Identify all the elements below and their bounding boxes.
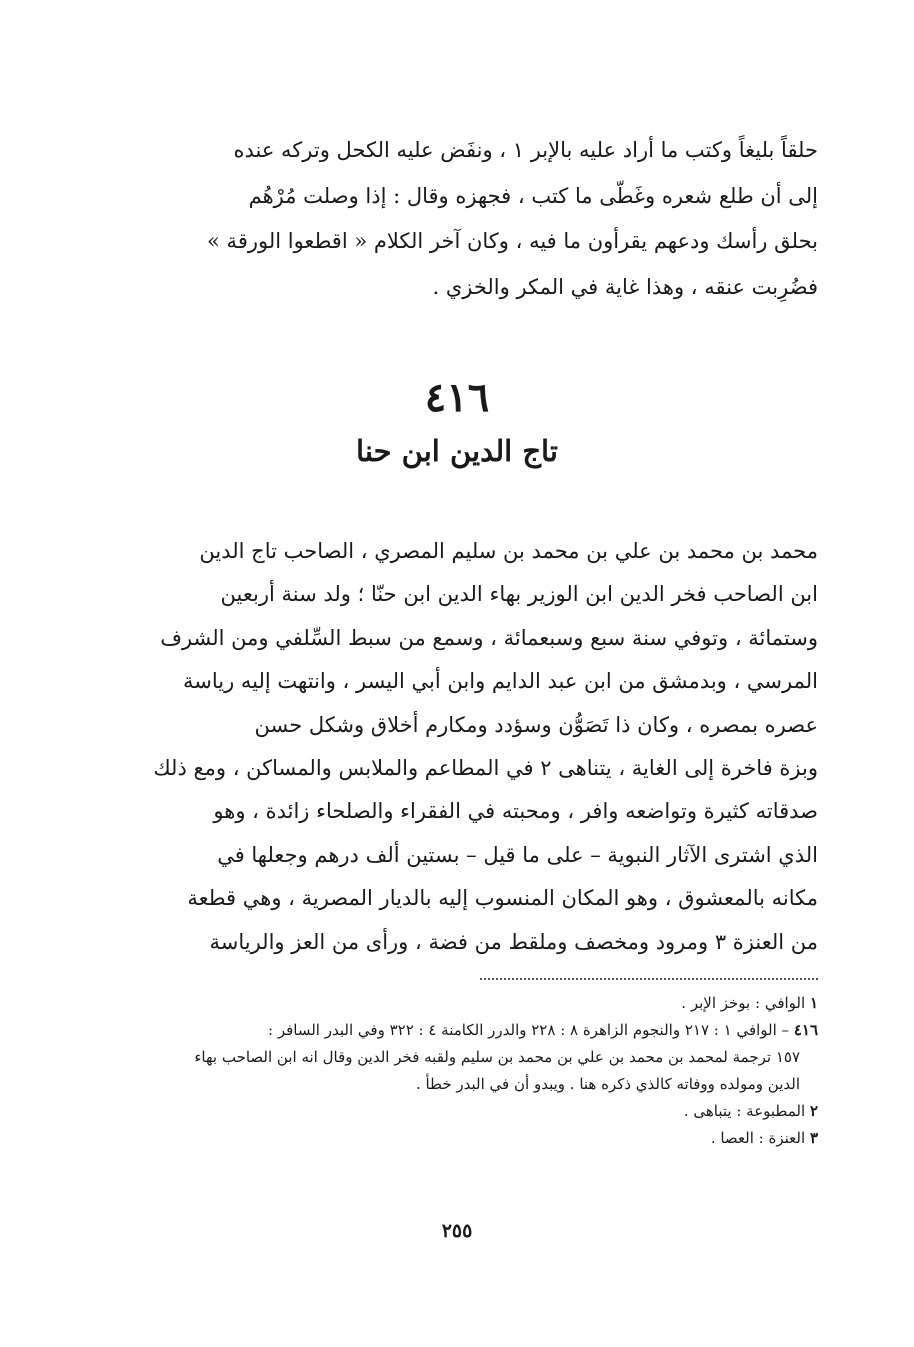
text-line: فضُرِبت عنقه ، وهذا غاية في المكر والخزي . — [432, 274, 818, 299]
footnote-text: الدين ومولده ووفاته كالذي ذكره هنا . ويبدو أن في البدر خطأ . — [415, 1075, 800, 1093]
text-line: بحلق رأسك ودعهم يقرأون ما فيه ، وكان آخر الكلام « اقطعوا الورقة » — [207, 229, 818, 253]
entry-number: ٤١٦ — [424, 374, 490, 421]
text-line: الذي اشترى الآثار النبوية – على ما قيل – بستين ألف درهم وجعلها في — [217, 842, 818, 867]
text-line: مكانه بالمعشوق ، وهو المكان المنسوب إليه بالديار المصرية ، وهي قطعة — [187, 886, 818, 911]
intro-paragraph — [118, 128, 818, 310]
footnote-number: ٣ — [809, 1129, 818, 1147]
footnotes — [118, 990, 818, 1152]
footnote-number: ١ — [809, 994, 818, 1012]
footnote-continuation — [118, 1044, 818, 1071]
text-line: حلقاً بليغاً وكتب ما أراد عليه بالإبر ١ ، ونفَض عليه الكحل وتركه عنده — [233, 138, 818, 162]
footnote-text: ١٥٧ ترجمة لمحمد بن محمد بن علي بن محمد بن سليم ولقبه فخر الدين وقال انه ابن الصاحب بهاء — [194, 1048, 800, 1066]
footnote-number: ٤١٦ — [793, 1021, 818, 1039]
text-line: محمد بن محمد بن علي بن محمد بن سليم المصري ، الصاحب تاج الدين — [199, 539, 818, 563]
footnote — [118, 1125, 818, 1152]
text-line: وبزة فاخرة إلى الغاية ، يتناهى ٢ في المطاعم والملابس والمساكن ، ومع ذلك — [153, 755, 818, 780]
text-line: وستمائة ، وتوفي سنة سبع وسبعمائة ، وسمع من سبط السِّلفي ومن الشرف — [160, 625, 818, 650]
text-line: عصره بمصره ، وكان ذا تَصَوُّن وسؤدد ومكارم أخلاق وشكل حسن — [254, 712, 818, 737]
footnote-text: – الوافي ١ : ٢١٧ والنجوم الزاهرة ٨ : ٢٢٨ والدرر الكامنة ٤ : ٣٢٢ وفي البدر السافر : — [268, 1021, 790, 1039]
footnote — [118, 1098, 818, 1125]
footnote-text: الوافي : بوخز الإبر . — [681, 994, 806, 1012]
footnote-text: المطبوعة : يتباهى . — [683, 1102, 806, 1120]
footnote-text: العنزة : العصا . — [710, 1129, 806, 1147]
text-line: من العنزة ٣ ومرود ومخصف وملقط من فضة ، ورأى من العز والرياسة — [209, 929, 818, 954]
text-line: إلى أن طلع شعره وغَطّى ما كتب ، فجهزه وقال : إذا وصلت مُرْهُم — [248, 183, 818, 208]
page-number: ٢٥٥ — [441, 1220, 473, 1242]
text-line: المرسي ، وبدمشق من ابن عبد الدايم وابن أبي اليسر ، وانتهت إليه رياسة — [182, 669, 818, 694]
biography-paragraph — [118, 530, 818, 964]
footnote — [118, 1017, 818, 1044]
footnote-number: ٢ — [809, 1102, 818, 1120]
text-line: ابن الصاحب فخر الدين ابن الوزير بهاء الدين ابن حنّا ؛ ولد سنة أربعين — [220, 582, 818, 607]
footnote — [118, 990, 818, 1017]
text-line: صدقاته كثيرة وتواضعه وافر ، ومحبته في الفقراء والصلحاء زائدة ، وهو — [213, 799, 818, 824]
entry-title: تاج الدين ابن حنا — [356, 434, 558, 468]
footnote-continuation — [118, 1071, 818, 1098]
footnote-separator — [480, 978, 818, 980]
